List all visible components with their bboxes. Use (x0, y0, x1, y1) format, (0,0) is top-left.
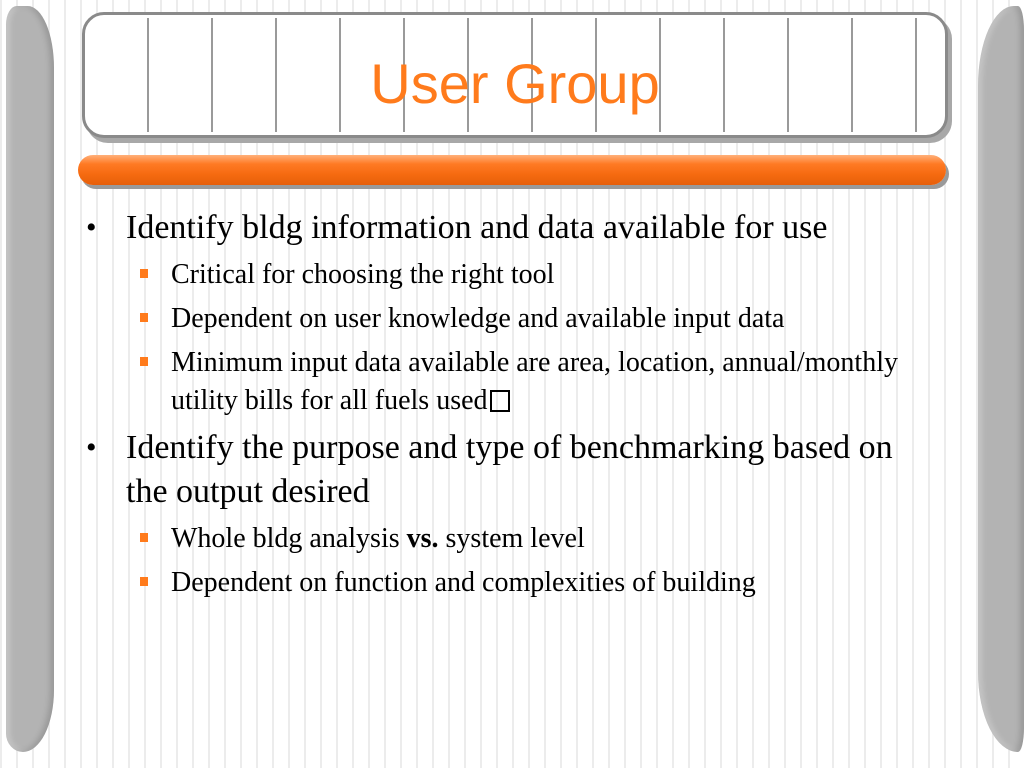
slide-title: User Group (370, 52, 660, 115)
sub-bullet-text: Minimum input data available are area, location, annual/monthly utility bills for all fuels used (171, 347, 898, 416)
bullet-item-1 (84, 206, 934, 250)
right-decorative-bar (978, 6, 1024, 752)
bullet-dot-icon: • (86, 211, 97, 244)
sub-bullet-item (84, 520, 934, 558)
sub-bullet-text-after: system level (438, 523, 585, 554)
sub-bullet-text: Dependent on function and complexities of building (171, 567, 756, 598)
box-glyph-icon (490, 390, 510, 412)
sub-bullet-text: Dependent on user knowledge and available input data (171, 303, 785, 334)
sub-bullet-text: Critical for choosing the right tool (171, 259, 555, 290)
square-bullet-icon (140, 269, 148, 278)
sub-bullet-text-before: Whole bldg analysis (171, 523, 407, 554)
sub-bullet-item (84, 256, 934, 294)
bullet-text: Identify the purpose and type of benchmarking based on the output desired (126, 429, 893, 510)
sub-bullet-bold-text: vs. (406, 523, 439, 554)
bullet-item-2 (84, 426, 934, 514)
sub-bullet-item (84, 564, 934, 602)
square-bullet-icon (140, 577, 148, 586)
bullet-text: Identify bldg information and data available for use (126, 209, 828, 246)
square-bullet-icon (140, 357, 148, 366)
square-bullet-icon (140, 313, 148, 322)
sub-bullet-item (84, 300, 934, 338)
slide-content (84, 206, 934, 608)
square-bullet-icon (140, 533, 148, 542)
sub-bullet-item (84, 344, 934, 420)
left-decorative-bar (6, 6, 54, 752)
title-divider-bar (78, 155, 946, 185)
bullet-dot-icon: • (86, 431, 97, 464)
